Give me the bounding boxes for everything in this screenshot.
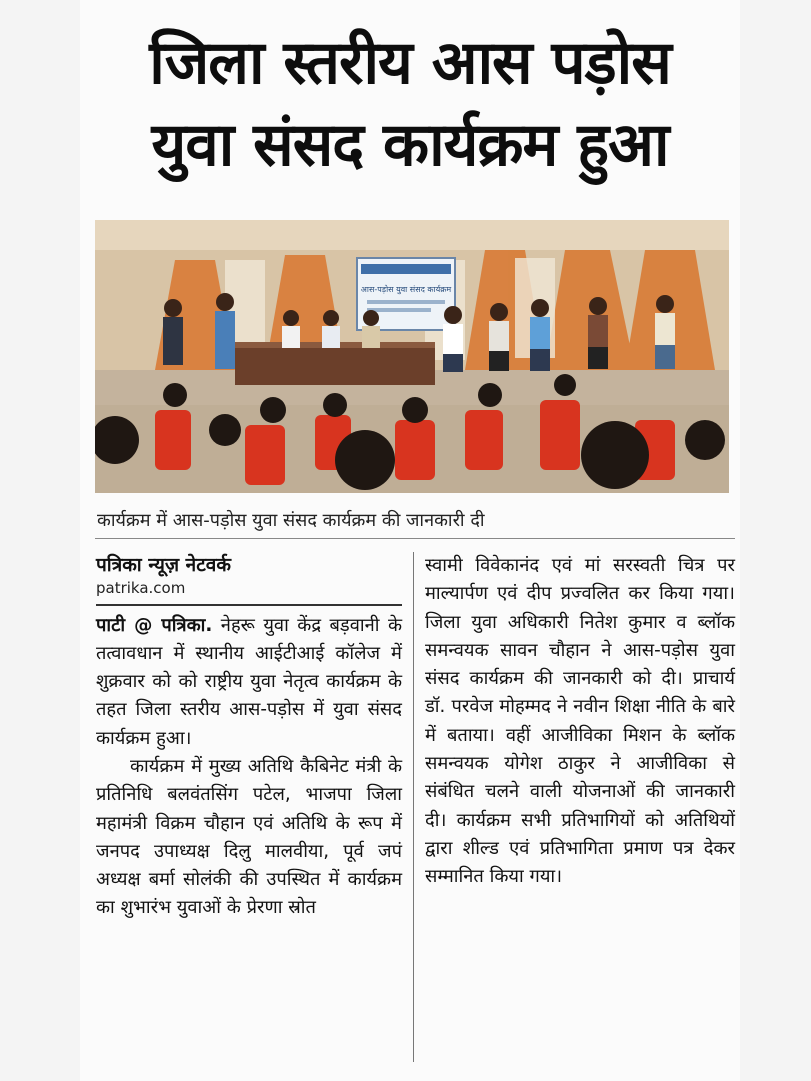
column-divider: [413, 552, 414, 1062]
paragraph-1: [96, 612, 402, 753]
article-column-right: [425, 552, 735, 892]
event-photo-illustration: [95, 220, 729, 493]
photo-caption: कार्यक्रम में आस-पड़ोस युवा संसद कार्यक्रम की जानकारी दी: [97, 510, 485, 531]
paragraph-1-text: नेहरू युवा केंद्र बड़वानी के तत्वावधान में स्थानीय आईटीआई कॉलेज में शुक्रवार को को राष्ट्रीय युवा नेतृत्व कार्यक्रम के तहत जिला स्तरीय आस-पड़ोस में युवा संसद कार्यक्रम हुआ।: [96, 614, 403, 749]
dateline: पाटी @ पत्रिका.: [96, 614, 213, 636]
headline-line-2: युवा संसद कार्यक्रम हुआ: [151, 110, 669, 180]
headline: [80, 22, 740, 186]
banner-text: आस-पड़ोस युवा संसद कार्यक्रम: [360, 285, 452, 294]
event-photo: [95, 220, 729, 493]
paragraph-2: कार्यक्रम में मुख्य अतिथि कैबिनेट मंत्री के प्रतिनिधि बलवंतसिंग पटेल, भाजपा जिला महामंत्री विक्रम चौहान एवं अतिथि के रूप में जनपद उपाध्यक्ष दिलु मालवीया, पूर्व जपं अध्यक्ष बर्मा सोलंकी की उपस्थित में कार्यक्रम का शुभारंभ युवाओं के प्रेरणा स्रोत: [96, 755, 402, 919]
paragraph-3: स्वामी विवेकानंद एवं मां सरस्वती चित्र पर माल्यार्पण एवं दीप प्रज्वलित कर किया गया। जिला युवा अधिकारी नितेश कुमार व ब्लॉक समन्वयक सावन चौहान ने आस-पड़ोस युवा संसद कार्यक्रम की जानकारी को दी। प्राचार्य डॉ. परवेज मोहम्मद ने नवीन शिक्षा नीति के बारे में बताया। वहीं आजीविका मिशन के ब्लॉक समन्वयक योगेश ठाकुर ने आजीविका से संबंधित चलने वाली योजनाओं की जानकारी दी। कार्यक्रम सभी प्रतिभागियों को अतिथियों द्वारा शील्ड एवं प्रतिभागिता प्रमाण पत्र देकर सम्मानित किया गया।: [425, 555, 735, 888]
byline: पत्रिका न्यूज़ नेटवर्क: [96, 554, 231, 576]
headline-line-1: जिला स्तरीय आस पड़ोस: [149, 28, 671, 98]
article-column-left: [96, 552, 402, 923]
byline-divider: [96, 604, 402, 606]
source-url: patrika.com: [96, 579, 186, 597]
caption-divider: [95, 538, 735, 539]
